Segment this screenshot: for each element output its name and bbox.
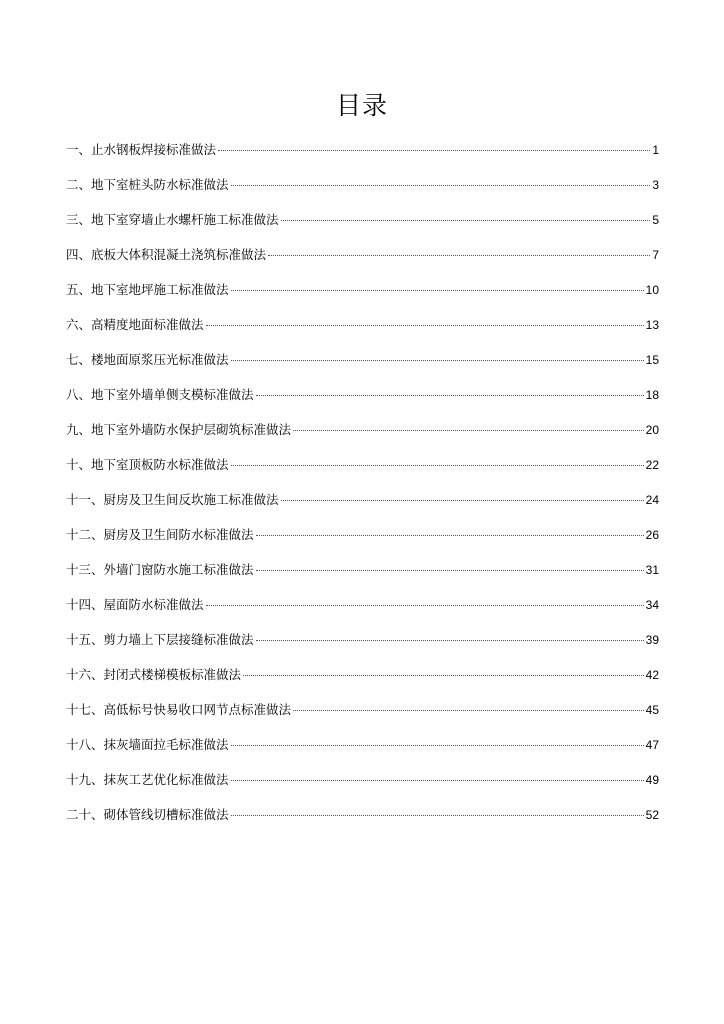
toc-entry-text: 五、地下室地坪施工标准做法 [66, 282, 229, 297]
toc-entry-text: 十、地下室顶板防水标准做法 [66, 457, 229, 472]
toc-entry-9[interactable] [66, 418, 659, 453]
toc-dot-leader [256, 394, 644, 396]
toc-dot-leader [281, 499, 644, 501]
toc-page-number: 1 [652, 143, 659, 157]
toc-entry-text: 十二、厨房及卫生间防水标准做法 [66, 527, 254, 542]
toc-entry-text: 一、止水钢板焊接标准做法 [66, 142, 217, 157]
toc-entry-12[interactable] [66, 523, 659, 558]
toc-entry-text: 十一、厨房及卫生间反坎施工标准做法 [66, 492, 279, 507]
toc-entry-11[interactable] [66, 488, 659, 523]
toc-page-number: 49 [645, 773, 659, 787]
toc-entry-text: 十九、抹灰工艺优化标准做法 [66, 772, 229, 787]
toc-page-number: 45 [645, 703, 659, 717]
toc-dot-leader [231, 464, 644, 466]
toc-dot-leader [256, 569, 644, 571]
toc-dot-leader [206, 324, 644, 326]
toc-dot-leader [231, 744, 644, 746]
toc-dot-leader [218, 149, 650, 151]
toc-entry-text: 十八、抹灰墙面拉毛标准做法 [66, 737, 229, 752]
toc-entry-1[interactable] [66, 138, 659, 173]
toc-entry-text: 九、地下室外墙防水保护层砌筑标准做法 [66, 422, 292, 437]
toc-dot-leader [256, 534, 644, 536]
toc-dot-leader [231, 814, 644, 816]
toc-entry-8[interactable] [66, 383, 659, 418]
toc-page-number: 31 [645, 563, 659, 577]
toc-entry-text: 十三、外墙门窗防水施工标准做法 [66, 562, 254, 577]
toc-page-number: 13 [645, 318, 659, 332]
toc-dot-leader [231, 359, 644, 361]
toc-entry-3[interactable] [66, 208, 659, 243]
toc-entry-7[interactable] [66, 348, 659, 383]
toc-entry-4[interactable] [66, 243, 659, 278]
toc-page-number: 52 [645, 808, 659, 822]
toc-entry-16[interactable] [66, 663, 659, 698]
toc-page-number: 10 [645, 283, 659, 297]
toc-page-number: 22 [645, 458, 659, 472]
toc-list [66, 138, 659, 838]
toc-page-number: 42 [645, 668, 659, 682]
toc-page-number: 15 [645, 353, 659, 367]
toc-page-number: 5 [652, 213, 659, 227]
toc-entry-20[interactable] [66, 803, 659, 838]
toc-entry-2[interactable] [66, 173, 659, 208]
toc-entry-14[interactable] [66, 593, 659, 628]
toc-page-number: 34 [645, 598, 659, 612]
toc-entry-text: 七、楼地面原浆压光标准做法 [66, 352, 229, 367]
toc-entry-text: 八、地下室外墙单侧支模标准做法 [66, 387, 254, 402]
toc-title: 目录 [335, 91, 388, 120]
toc-entry-6[interactable] [66, 313, 659, 348]
toc-page-number: 18 [645, 388, 659, 402]
toc-entry-text: 十四、屋面防水标准做法 [66, 597, 204, 612]
toc-page-number: 3 [652, 178, 659, 192]
toc-dot-leader [256, 639, 644, 641]
toc-page-number: 47 [645, 738, 659, 752]
toc-entry-text: 四、底板大体积混凝土浇筑标准做法 [66, 247, 267, 262]
toc-entry-text: 六、高精度地面标准做法 [66, 317, 204, 332]
toc-dot-leader [293, 429, 644, 431]
toc-entry-17[interactable] [66, 698, 659, 733]
toc-entry-text: 十五、剪力墙上下层接缝标准做法 [66, 632, 254, 647]
toc-entry-18[interactable] [66, 733, 659, 768]
toc-entry-5[interactable] [66, 278, 659, 313]
toc-entry-15[interactable] [66, 628, 659, 663]
toc-page-number: 26 [645, 528, 659, 542]
toc-dot-leader [206, 604, 644, 606]
toc-entry-text: 三、地下室穿墙止水螺杆施工标准做法 [66, 212, 279, 227]
toc-dot-leader [231, 184, 651, 186]
toc-dot-leader [231, 779, 644, 781]
toc-dot-leader [268, 254, 650, 256]
toc-entry-text: 二十、砌体管线切槽标准做法 [66, 807, 229, 822]
toc-entry-10[interactable] [66, 453, 659, 488]
toc-page-number: 20 [645, 423, 659, 437]
toc-page-number: 7 [652, 248, 659, 262]
toc-page-number: 24 [645, 493, 659, 507]
toc-page-number: 39 [645, 633, 659, 647]
toc-entry-text: 十六、封闭式楼梯模板标准做法 [66, 667, 242, 682]
toc-entry-13[interactable] [66, 558, 659, 593]
toc-dot-leader [281, 219, 651, 221]
toc-dot-leader [243, 674, 644, 676]
toc-entry-19[interactable] [66, 768, 659, 803]
toc-dot-leader [231, 289, 644, 291]
toc-dot-leader [293, 709, 644, 711]
toc-entry-text: 十七、高低标号快易收口网节点标准做法 [66, 702, 292, 717]
toc-entry-text: 二、地下室桩头防水标准做法 [66, 177, 229, 192]
